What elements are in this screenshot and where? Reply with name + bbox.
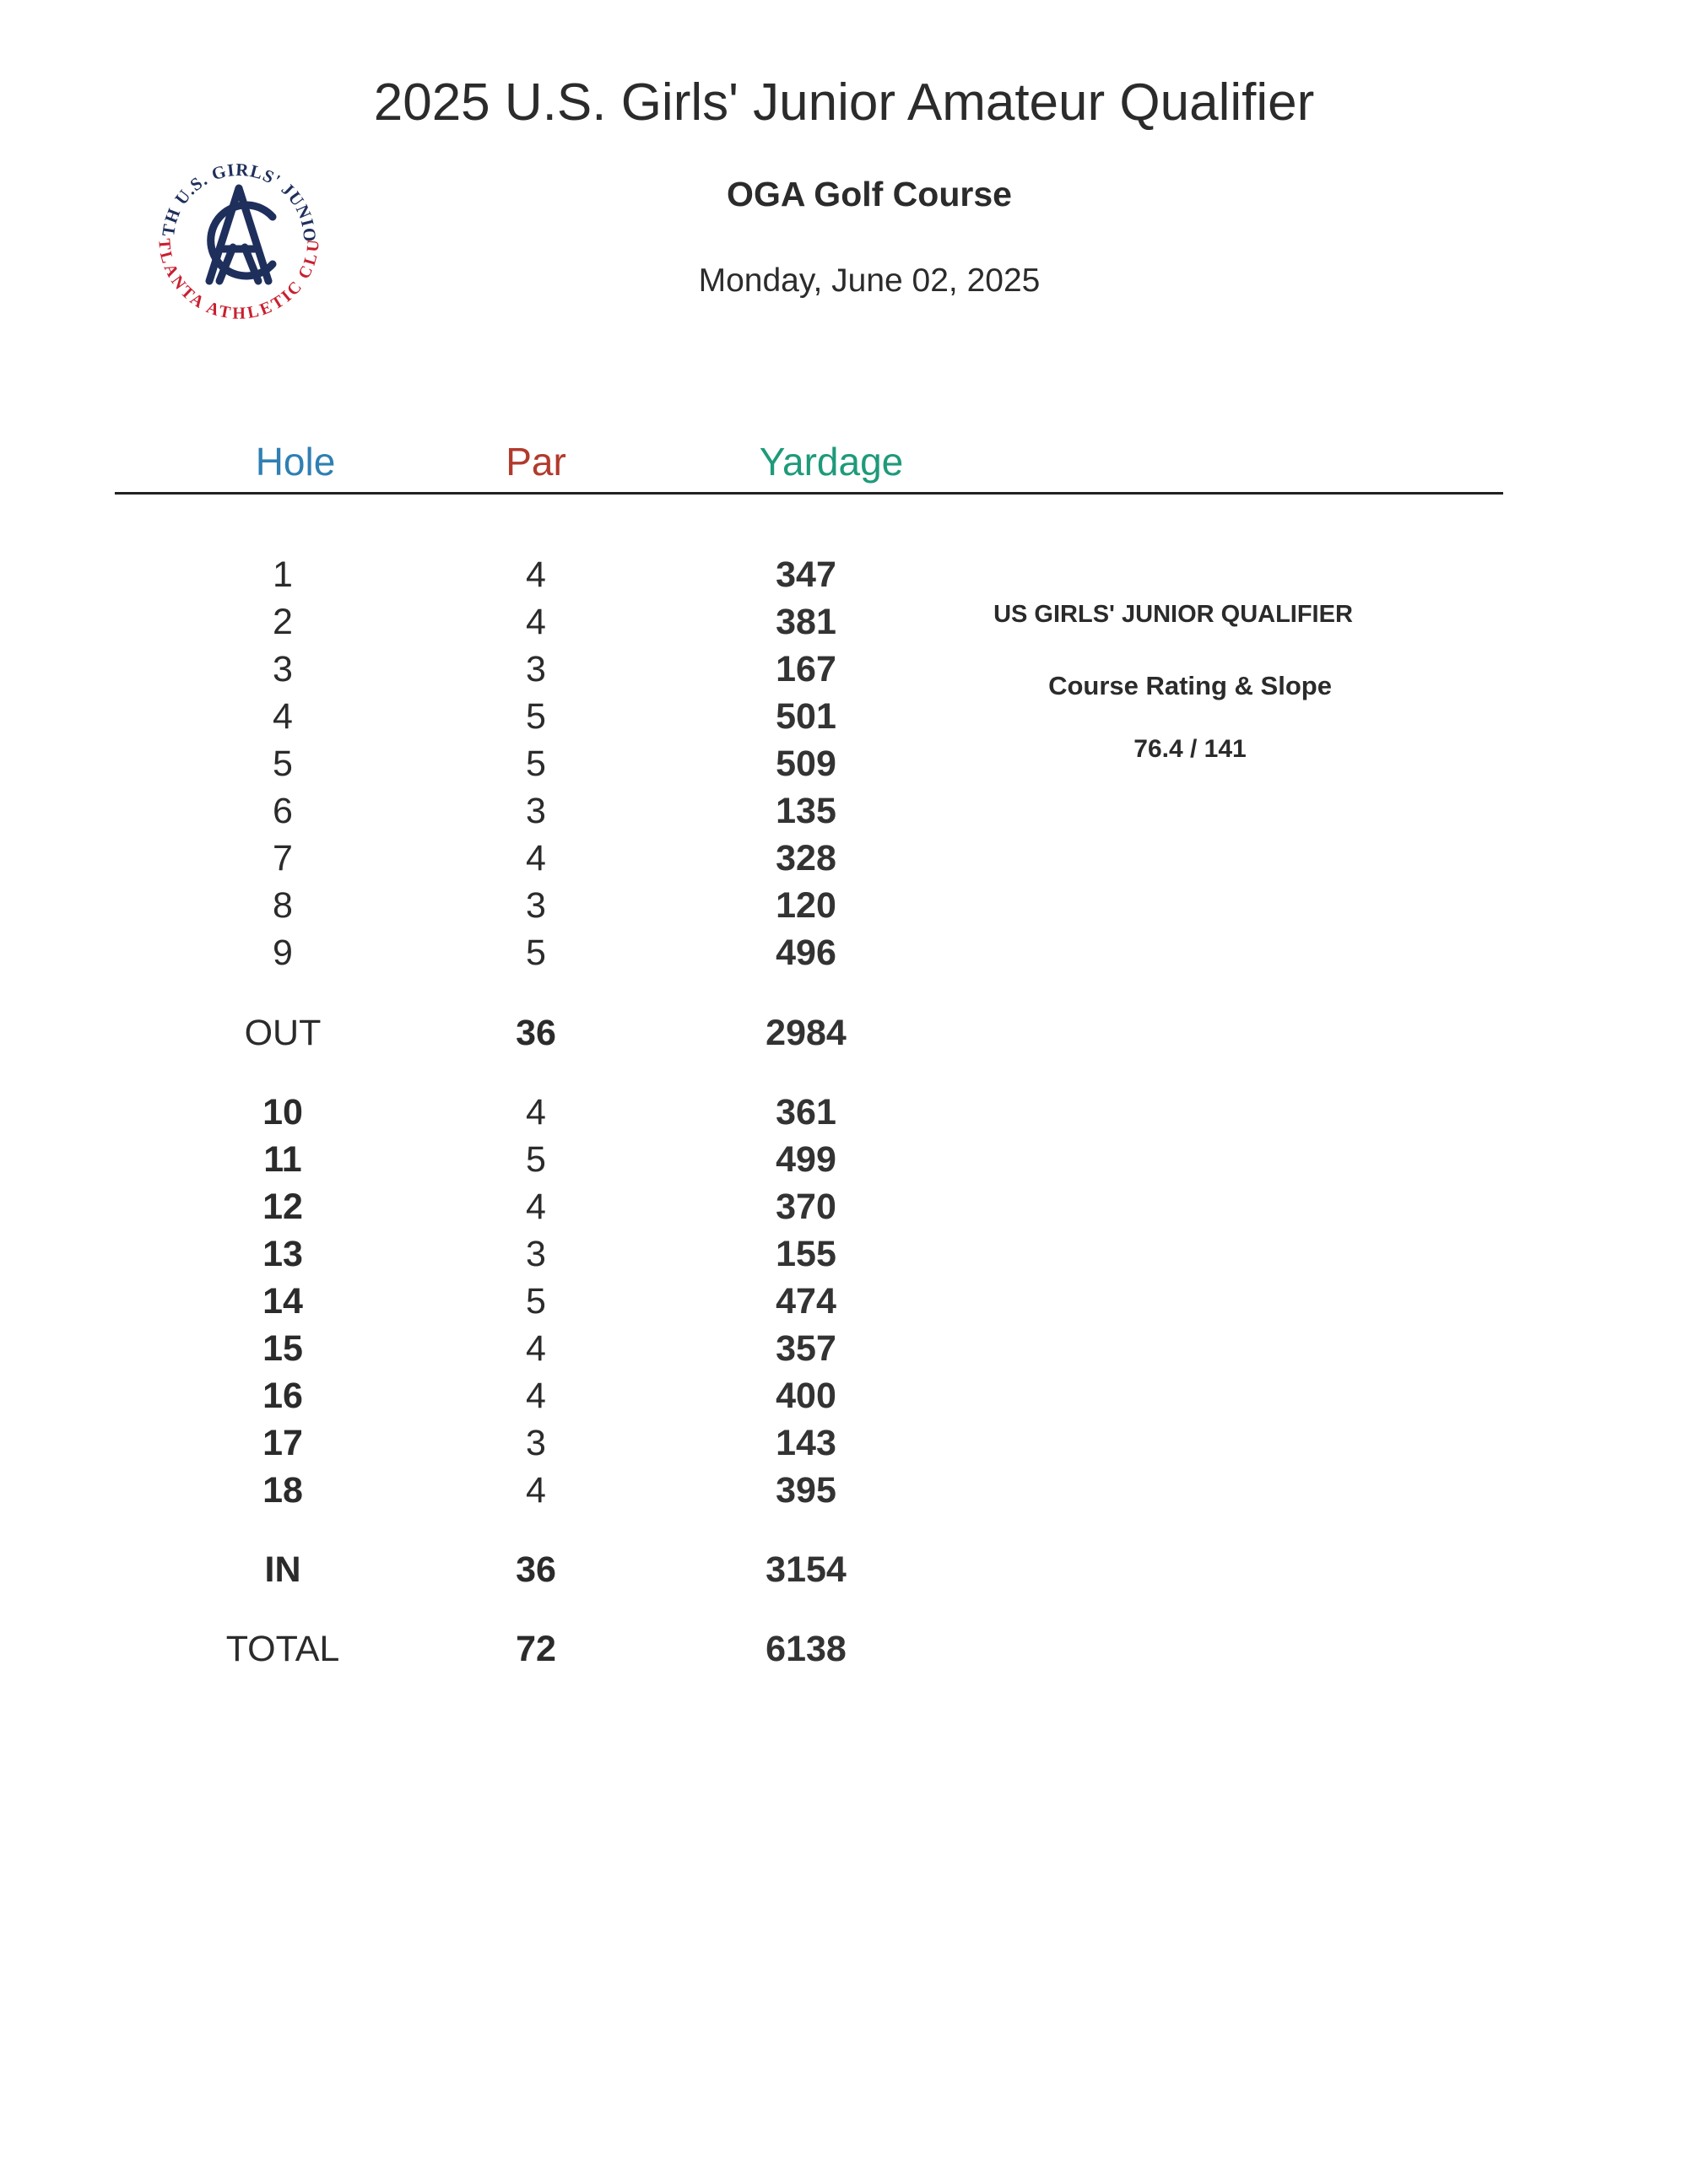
par-cell: 36 bbox=[516, 1549, 556, 1590]
par-cell: 5 bbox=[526, 743, 546, 784]
rating-slope-value: 76.4 / 141 bbox=[1133, 735, 1247, 763]
hole-cell: IN bbox=[264, 1549, 301, 1590]
event-date: Monday, June 02, 2025 bbox=[698, 262, 1041, 299]
par-cell: 5 bbox=[526, 696, 546, 737]
header-hole: Hole bbox=[255, 440, 336, 484]
par-cell: 4 bbox=[526, 1187, 546, 1227]
yardage-cell: 3154 bbox=[766, 1549, 847, 1590]
yardage-cell: 120 bbox=[776, 885, 836, 926]
rating-slope-label: Course Rating & Slope bbox=[1048, 671, 1332, 700]
par-cell: 5 bbox=[526, 1281, 546, 1322]
yardage-cell: 395 bbox=[776, 1470, 836, 1511]
hole-cell: 17 bbox=[262, 1423, 303, 1463]
hole-cell: 10 bbox=[262, 1092, 303, 1133]
qualifier-label: US GIRLS' JUNIOR QUALIFIER bbox=[993, 601, 1353, 628]
hole-cell: 12 bbox=[262, 1187, 303, 1227]
par-cell: 5 bbox=[526, 1139, 546, 1180]
yardage-cell: 143 bbox=[776, 1423, 836, 1463]
yardage-cell: 155 bbox=[776, 1234, 836, 1274]
yardage-cell: 361 bbox=[776, 1092, 836, 1133]
hole-cell: 18 bbox=[262, 1470, 303, 1511]
yardage-cell: 370 bbox=[776, 1187, 836, 1227]
hole-cell: OUT bbox=[244, 1013, 322, 1053]
yardage-cell: 501 bbox=[776, 696, 836, 737]
par-cell: 3 bbox=[526, 649, 546, 689]
hole-cell: 13 bbox=[262, 1234, 303, 1274]
par-cell: 4 bbox=[526, 1470, 546, 1511]
hole-cell: 16 bbox=[262, 1376, 303, 1416]
yardage-cell: 381 bbox=[776, 602, 836, 642]
par-cell: 4 bbox=[526, 602, 546, 642]
par-cell: 3 bbox=[526, 885, 546, 926]
yardage-cell: 357 bbox=[776, 1328, 836, 1369]
course-name: OGA Golf Course bbox=[727, 175, 1012, 214]
yardage-cell: 167 bbox=[776, 649, 836, 689]
yardage-cell: 347 bbox=[776, 554, 836, 595]
hole-cell: 2 bbox=[273, 602, 293, 642]
hole-cell: 11 bbox=[263, 1139, 302, 1180]
yardage-cell: 509 bbox=[776, 743, 836, 784]
par-cell: 4 bbox=[526, 1376, 546, 1416]
header-divider bbox=[115, 492, 1503, 495]
yardage-cell: 328 bbox=[776, 838, 836, 878]
hole-cell: 8 bbox=[273, 885, 293, 926]
yardage-cell: 6138 bbox=[766, 1629, 847, 1669]
yardage-cell: 2984 bbox=[766, 1013, 847, 1053]
par-cell: 3 bbox=[526, 1234, 546, 1274]
yardage-cell: 474 bbox=[776, 1281, 836, 1322]
hole-cell: TOTAL bbox=[225, 1629, 340, 1669]
header-yardage: Yardage bbox=[759, 440, 904, 484]
par-cell: 4 bbox=[526, 838, 546, 878]
hole-cell: 4 bbox=[273, 696, 293, 737]
logo-emblem-icon bbox=[150, 148, 327, 325]
yardage-cell: 400 bbox=[776, 1376, 836, 1416]
header-par: Par bbox=[506, 440, 566, 484]
par-cell: 4 bbox=[526, 1092, 546, 1133]
logo-top-text: TH U.S. GIRLS' JUNIO bbox=[157, 159, 321, 244]
par-cell: 3 bbox=[526, 791, 546, 831]
yardage-cell: 135 bbox=[776, 791, 836, 831]
yardage-cell: 499 bbox=[776, 1139, 836, 1180]
logo-bottom-text: TLANTA ATHLETIC CLU bbox=[154, 237, 323, 323]
hole-cell: 15 bbox=[262, 1328, 303, 1369]
par-cell: 3 bbox=[526, 1423, 546, 1463]
par-cell: 5 bbox=[526, 933, 546, 973]
hole-cell: 7 bbox=[273, 838, 293, 878]
hole-cell: 1 bbox=[273, 554, 293, 595]
page-title: 2025 U.S. Girls' Junior Amateur Qualifier bbox=[373, 73, 1315, 132]
par-cell: 4 bbox=[526, 1328, 546, 1369]
hole-cell: 3 bbox=[273, 649, 293, 689]
hole-cell: 9 bbox=[273, 933, 293, 973]
par-cell: 4 bbox=[526, 554, 546, 595]
hole-cell: 5 bbox=[273, 743, 293, 784]
logo-monogram bbox=[209, 188, 273, 281]
yardage-cell: 496 bbox=[776, 933, 836, 973]
hole-cell: 6 bbox=[273, 791, 293, 831]
atlanta-athletic-club-logo bbox=[150, 148, 327, 325]
par-cell: 72 bbox=[516, 1629, 556, 1669]
par-cell: 36 bbox=[516, 1013, 556, 1053]
hole-cell: 14 bbox=[262, 1281, 303, 1322]
